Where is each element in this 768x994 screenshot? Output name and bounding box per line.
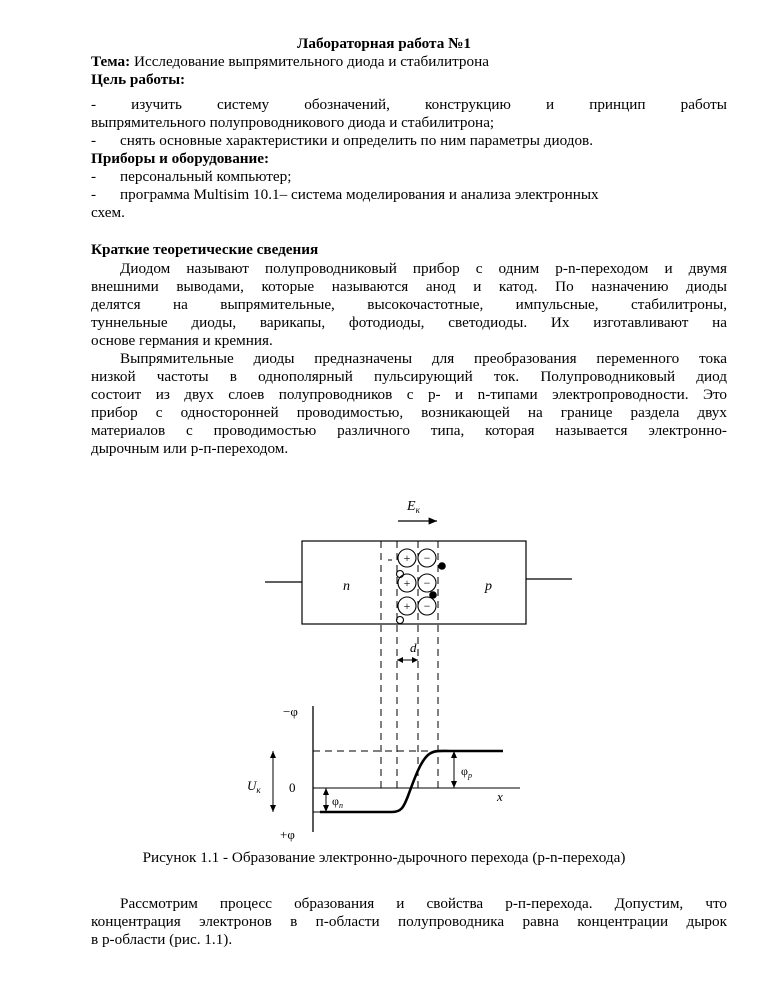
word: систему <box>216 96 270 113</box>
svg-text:−: − <box>423 551 431 565</box>
goal-item-1-cont: выпрямительного полупроводникового диода и стабилитрона; <box>91 114 495 131</box>
svg-text:+: + <box>403 576 411 590</box>
ion-signs <box>404 551 431 613</box>
uk-label: $U_к$ <box>247 778 261 795</box>
minus-phi-label: −φ <box>283 704 298 719</box>
potential-curve <box>320 751 503 812</box>
paragraph-line: туннельные диоды, варикапы, фотодиоды, светодиоды. Их изготавливают на <box>91 314 727 331</box>
paragraph-line: Диодом называют полупроводниковый прибор с одним р-n-переходом и двумя <box>120 260 727 277</box>
goal-item-2: - снять основные характеристики и определить по ним параметры диодов. <box>91 132 594 149</box>
p-region-label: p <box>485 579 492 594</box>
zero-label: 0 <box>289 780 296 795</box>
goal-heading: Цель работы: <box>91 71 186 88</box>
theory-heading: Краткие теоретические сведения <box>91 241 319 258</box>
equipment-item-1: - персональный компьютер; <box>91 168 292 185</box>
hole <box>397 617 404 624</box>
paragraph-line: состоит из двух слоев полупроводников с p- и n-типами электропроводности. Это <box>91 386 727 403</box>
paragraph-line: внешними выводами, которые называются анод и катод. По назначению диоды <box>91 278 727 295</box>
svg-text:+: + <box>403 551 411 565</box>
paragraph-line: Рассмотрим процесс образования и свойства р-п-перехода. Допустим, что <box>120 895 727 912</box>
svg-text:−: − <box>423 599 431 613</box>
paragraph-line: прибор с односторонней проводимостью, возникающей на границе раздела двух <box>91 404 727 421</box>
phi-p-label: $\varphi_p$ <box>461 764 472 780</box>
paragraph-line: концентрация электронов в п-области полупроводника равна концентрации дырок <box>91 913 727 930</box>
hole <box>397 571 404 578</box>
n-region-label: n <box>343 579 350 594</box>
equipment-item-1-text: персональный компьютер; <box>120 168 292 185</box>
paragraph-line: материалов с проводимостью различного типа, которая называется электронно- <box>91 422 727 439</box>
paragraph-line: низкой частоты в однополярный пульсирующий ток. Полупроводниковый диод <box>91 368 727 385</box>
paragraph-line: в р-области (рис. 1.1). <box>91 931 233 948</box>
topic-label: Тема: <box>91 53 131 70</box>
x-label: x <box>497 789 503 804</box>
paragraph-line: основе германия и кремния. <box>91 332 273 349</box>
word: обозначений, <box>304 96 390 113</box>
topic-text: Исследование выпрямительного диода и стабилитрона <box>130 53 489 70</box>
pn-junction-figure <box>240 490 580 850</box>
equipment-item-2-text: программа Multisim 10.1– система моделирования и анализа электронных <box>120 186 599 203</box>
word: конструкцию <box>425 96 511 113</box>
width-label: d <box>410 640 417 655</box>
phi-n-label: $\varphi_n$ <box>332 794 343 810</box>
word: принцип <box>589 96 646 113</box>
topic-line <box>91 53 727 71</box>
paragraph-line: дырочным или p-п-переходом. <box>91 440 289 457</box>
word: и <box>545 96 555 113</box>
document-title: Лабораторная работа №1 <box>297 35 471 52</box>
equipment-item-2: - программа Multisim 10.1– система моделирования и анализа электронных <box>91 186 599 203</box>
paragraph-line: Выпрямительные диоды предназначены для преобразования переменного тока <box>120 350 727 367</box>
goal-item-2-text: снять основные характеристики и определить по ним параметры диодов. <box>120 132 594 149</box>
word: изучить <box>131 96 182 113</box>
figure-caption: Рисунок 1.1 - Образование электронно-дырочного перехода (p-n-перехода) <box>142 849 626 866</box>
plus-phi-label: +φ <box>280 827 295 842</box>
electron <box>438 562 446 570</box>
equipment-heading: Приборы и оборудование: <box>91 150 270 167</box>
equipment-item-2-cont: схем. <box>91 204 125 221</box>
field-label: $E_к$ <box>407 499 420 515</box>
goal-item-1 <box>91 96 727 114</box>
electron <box>429 591 437 599</box>
svg-text:−: − <box>423 576 431 590</box>
word: работы <box>680 96 727 113</box>
list-dash: - <box>91 96 97 113</box>
svg-text:+: + <box>403 599 411 613</box>
paragraph-line: делятся на выпрямительные, высокочастотные, импульсные, стабилитроны, <box>91 296 727 313</box>
